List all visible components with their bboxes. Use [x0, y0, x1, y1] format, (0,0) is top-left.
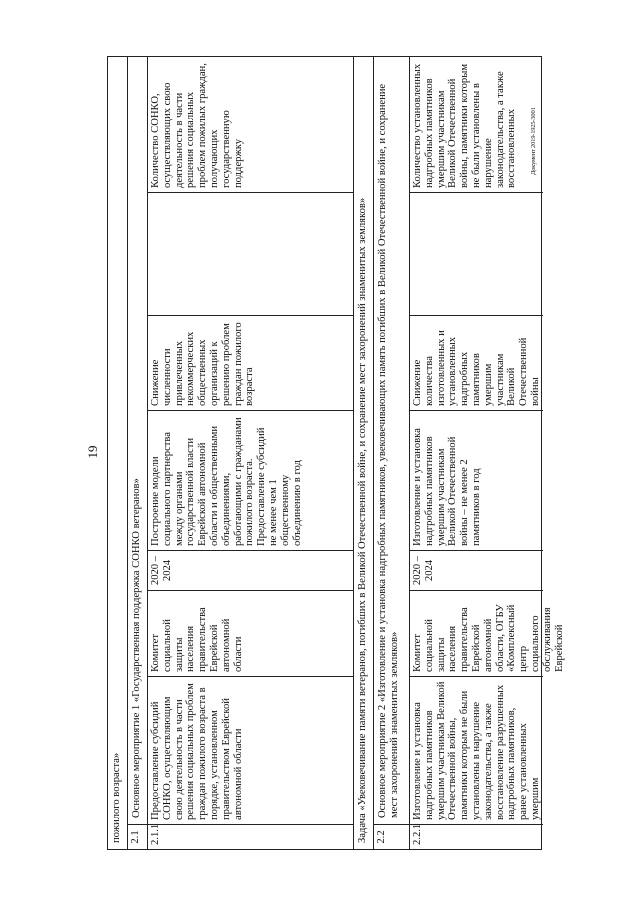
main-activity-title: Основное мероприятие 1 «Государственная поддержка СОНКО ветеранов»	[131, 478, 142, 818]
rotated-page-content	[107, 56, 565, 850]
page-number: 19	[85, 445, 100, 459]
rotated-table-container	[107, 56, 565, 850]
consequences: Снижение количества изготовленных и установленных надгробных памятников умершим участникам Великой Отечественной войны	[410, 315, 543, 410]
row-number: 2.2.1	[410, 824, 543, 849]
table-row-task	[354, 57, 374, 849]
empty-cell	[148, 192, 353, 315]
continuation-text: пожилого возраста»	[111, 752, 122, 843]
empty-cell	[410, 192, 543, 315]
expected-result: Построение модели социального партнерства между органами государственной власти Еврейской автономной области и общественными объединениями, работающими с гражданами пожилого возраста. Предоставление субсидий не менее чем 1 общественному объединению в год	[148, 410, 353, 550]
table-row-2-1-1	[148, 57, 354, 849]
task-title: Задача «Увековечивание памяти ветеранов, погибших в Великой Отечественной войне, и сохранение мест захоронений знаменитых земляков»	[357, 197, 368, 843]
indicator: Количество СОНКО, осуществляющих свою деятельность в части решения социальных проблем пожилых граждан, получающих государственную поддержку	[150, 63, 244, 188]
table-row-2-1	[128, 57, 148, 849]
row-number: 2.2	[374, 824, 409, 849]
program-table	[107, 56, 565, 850]
table-row-2-2	[374, 57, 410, 849]
document-stamp: Документ 2019-1925-3001	[530, 107, 537, 175]
period: 2020 – 2024	[410, 550, 543, 590]
table-row-continuation	[108, 57, 128, 849]
activity-name: Предоставление субсидий СОНКО, осуществляющим свою деятельность в части решения социальных проблем граждан пожилого возраста в порядке, установленном правительством Еврейской автономной области	[148, 676, 353, 824]
indicator: Количество установленных надгробных памятников умершим участникам Великой Отечественной войны, памятники которым не были установлены в нарушение законодательства, а также восстановленных	[412, 63, 518, 188]
period: 2020 – 2024	[148, 550, 353, 590]
table-row-2-2-1	[410, 57, 565, 849]
row-number: 2.1.1	[148, 824, 353, 849]
activity-name: Изготовление и установка надгробных памятников умершим участникам Великой Отечественной войны, памятники которым не были установлены в нарушение законодательства, а также восстановление разрушенных надгробных памятников, ранее установленных умершим	[410, 676, 543, 824]
expected-result: Изготовление и установка надгробных памятников умершим участникам Великой Отечественной войны – не менее 2 памятников в год	[410, 410, 543, 550]
executor: Комитет социальной защиты населения правительства Еврейской автономной области	[148, 590, 353, 676]
consequences: Снижение численности привлеченных некоммерческих общественных организаций к решению проблем граждан пожилого возраста	[148, 315, 353, 410]
executor: Комитет социальной защиты населения правительства Еврейской автономной области, ОГБУ «Комплексный центр социального обслуживания Еврейской	[410, 590, 543, 676]
main-activity-title: Основное мероприятие 2 «Изготовление и установка надгробных памятников, увековечивающих память погибших в Великой Отечественной войне, и сохранение мест захоронений знаменитых земляков»	[377, 83, 400, 818]
row-number: 2.1	[128, 824, 147, 849]
